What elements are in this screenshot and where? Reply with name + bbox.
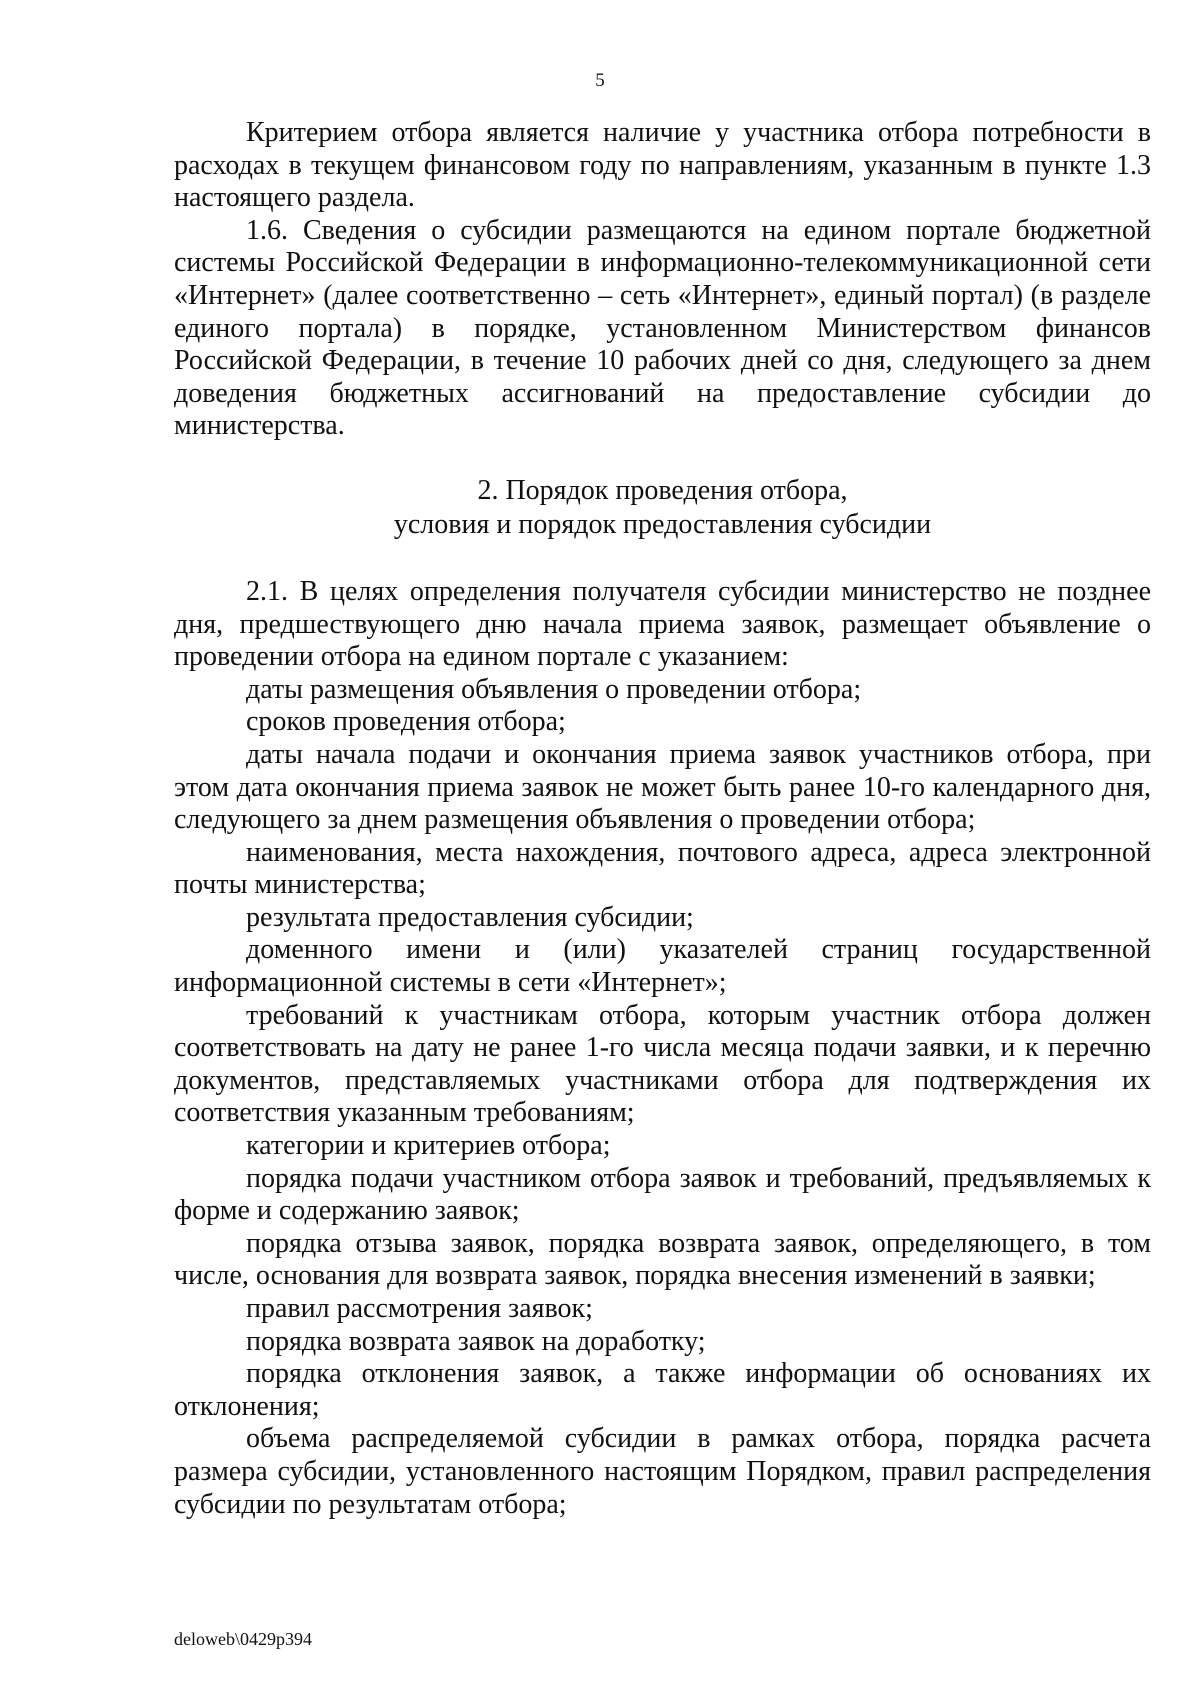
list-item: доменного имени и (или) указателей страниц государственной информационной системы в сети «Интернет»; (174, 934, 1151, 999)
section-heading (174, 474, 1151, 542)
document-body (174, 117, 1151, 1521)
list-item: даты начала подачи и окончания приема заявок участников отбора, при этом дата окончания приема заявок не может быть ранее 10-го календарного дня, следующего за днем размещения объявления о проведении отбора; (174, 738, 1151, 836)
page-number: 5 (595, 70, 605, 91)
list-item: правил рассмотрения заявок; (246, 1293, 593, 1324)
paragraph-2-1: 2.1. В целях определения получателя субсидии министерство не позднее дня, предшествующего дню начала приема заявок, размещает объявление о проведении отбора на едином портале с указанием: (174, 575, 1151, 673)
list-item: порядка возврата заявок на доработку; (246, 1325, 706, 1357)
list-item: результата предоставления субсидии; (246, 901, 694, 933)
list-item: требований к участникам отбора, которым участник отбора должен соответствовать на дату не ранее 1-го числа месяца подачи заявки, и к перечню документов, представляемых участниками отбора для подтверждения их соответствия указанным требованиям; (174, 999, 1151, 1129)
list-item: порядка подачи участником отбора заявок и требований, предъявляемых к форме и содержанию заявок; (174, 1162, 1151, 1227)
paragraph-selection-criterion: Критерием отбора является наличие у участника отбора потребности в расходах в текущем финансовом году по направлениям, указанным в пункте 1.3 настоящего раздела. (174, 117, 1151, 214)
section-heading-line-1: 2. Порядок проведения отбора, (477, 474, 848, 506)
document-footer-code: deloweb\0429p394 (174, 1629, 312, 1649)
paragraph-1-6: 1.6. Сведения о субсидии размещаются на едином портале бюджетной системы Российской Федерации в информационно-телекоммуникационной сети «Интернет» (далее соответственно – сеть «Интернет», единый портал) (в разделе единого портала) в порядке, установленном Министерством финансов Российской Федерации, в течение 10 рабочих дней со дня, следующего за днем доведения бюджетных ассигнований на предоставление субсидии до министерства. (174, 214, 1151, 442)
list-item: даты размещения объявления о проведении отбора; (246, 673, 862, 705)
list-item: сроков проведения отбора; (246, 706, 566, 738)
list-item: объема распределяемой субсидии в рамках отбора, порядка расчета размера субсидии, установленного настоящим Порядком, правил распределения субсидии по результатам отбора; (174, 1423, 1151, 1520)
list-item: наименования, места нахождения, почтового адреса, адреса электронной почты министерства; (174, 836, 1151, 901)
list-item: категории и критериев отбора; (246, 1130, 611, 1162)
section-heading-line-2: условия и порядок предоставления субсидии (393, 508, 932, 540)
list-item: порядка отзыва заявок, порядка возврата заявок, определяющего, в том числе, основания для возврата заявок, порядка внесения изменений в заявки; (174, 1227, 1151, 1292)
list-item: порядка отклонения заявок, а также информации об основаниях их отклонения; (174, 1358, 1151, 1422)
